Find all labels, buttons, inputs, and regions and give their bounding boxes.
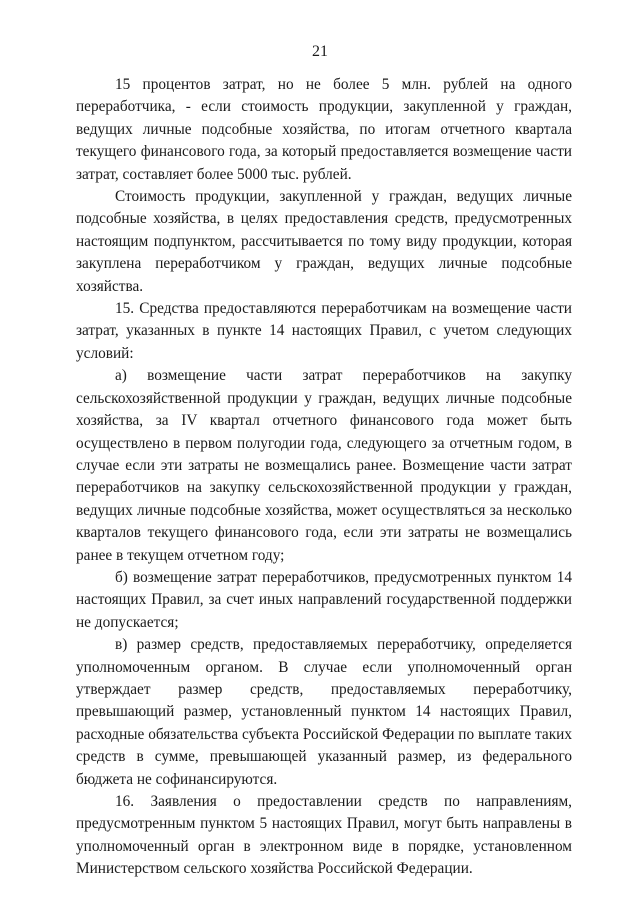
- paragraph-4: а) возмещение части затрат переработчиков на закупку сельскохозяйственной продукции у граждан, ведущих личные подсобные хозяйства, за IV квартал отчетного финансового года может быть осуществлено в первом полугодии года, следующего за отчетным годом, в случае если эти затраты не возмещались ранее. Возмещение части затрат переработчиков на закупку сельскохозяйственной продукции у граждан, ведущих личные подсобные хозяйства, может осуществляться за несколько кварталов текущего финансового года, если эти затраты не возмещались ранее в текущем отчетном году;: [76, 367, 572, 564]
- paragraph-3: 15. Средства предоставляются переработчикам на возмещение части затрат, указанных в пункте 14 настоящих Правил, с учетом следующих условий:: [76, 300, 572, 362]
- paragraph-7: 16. Заявления о предоставлении средств по направлениям, предусмотренным пунктом 5 настоящих Правил, могут быть направлены в уполномоченный орган в электронном виде в порядке, установленном Министерством сельского хозяйства Российской Федерации.: [76, 793, 572, 878]
- paragraph-2: Стоимость продукции, закупленной у граждан, ведущих личные подсобные хозяйства, в целях предоставления средств, предусмотренных настоящим подпунктом, рассчитывается по тому виду продукции, которая закуплена переработчиком у граждан, ведущих личные подсобные хозяйства.: [76, 188, 572, 295]
- paragraph-6: в) размер средств, предоставляемых переработчику, определяется уполномоченным органом. В случае если уполномоченный орган утверждает размер средств, предоставляемых переработчику, превышающий размер, установленный пунктом 14 настоящих Правил, расходные обязательства субъекта Российской Федерации по выплате таких средств в сумме, превышающей указанный размер, из федерального бюджета не софинансируются.: [76, 636, 572, 788]
- document-body: [76, 74, 572, 881]
- page-number: 21: [312, 43, 328, 60]
- paragraph-1: 15 процентов затрат, но не более 5 млн. рублей на одного переработчика, - если стоимость продукции, закупленной у граждан, ведущих личные подсобные хозяйства, по итогам отчетного квартала текущего финансового года, за который предоставляется возмещение части затрат, составляет более 5000 тыс. рублей.: [76, 76, 572, 183]
- paragraph-5: б) возмещение затрат переработчиков, предусмотренных пунктом 14 настоящих Правил, за счет иных направлений государственной поддержки не допускается;: [76, 568, 572, 631]
